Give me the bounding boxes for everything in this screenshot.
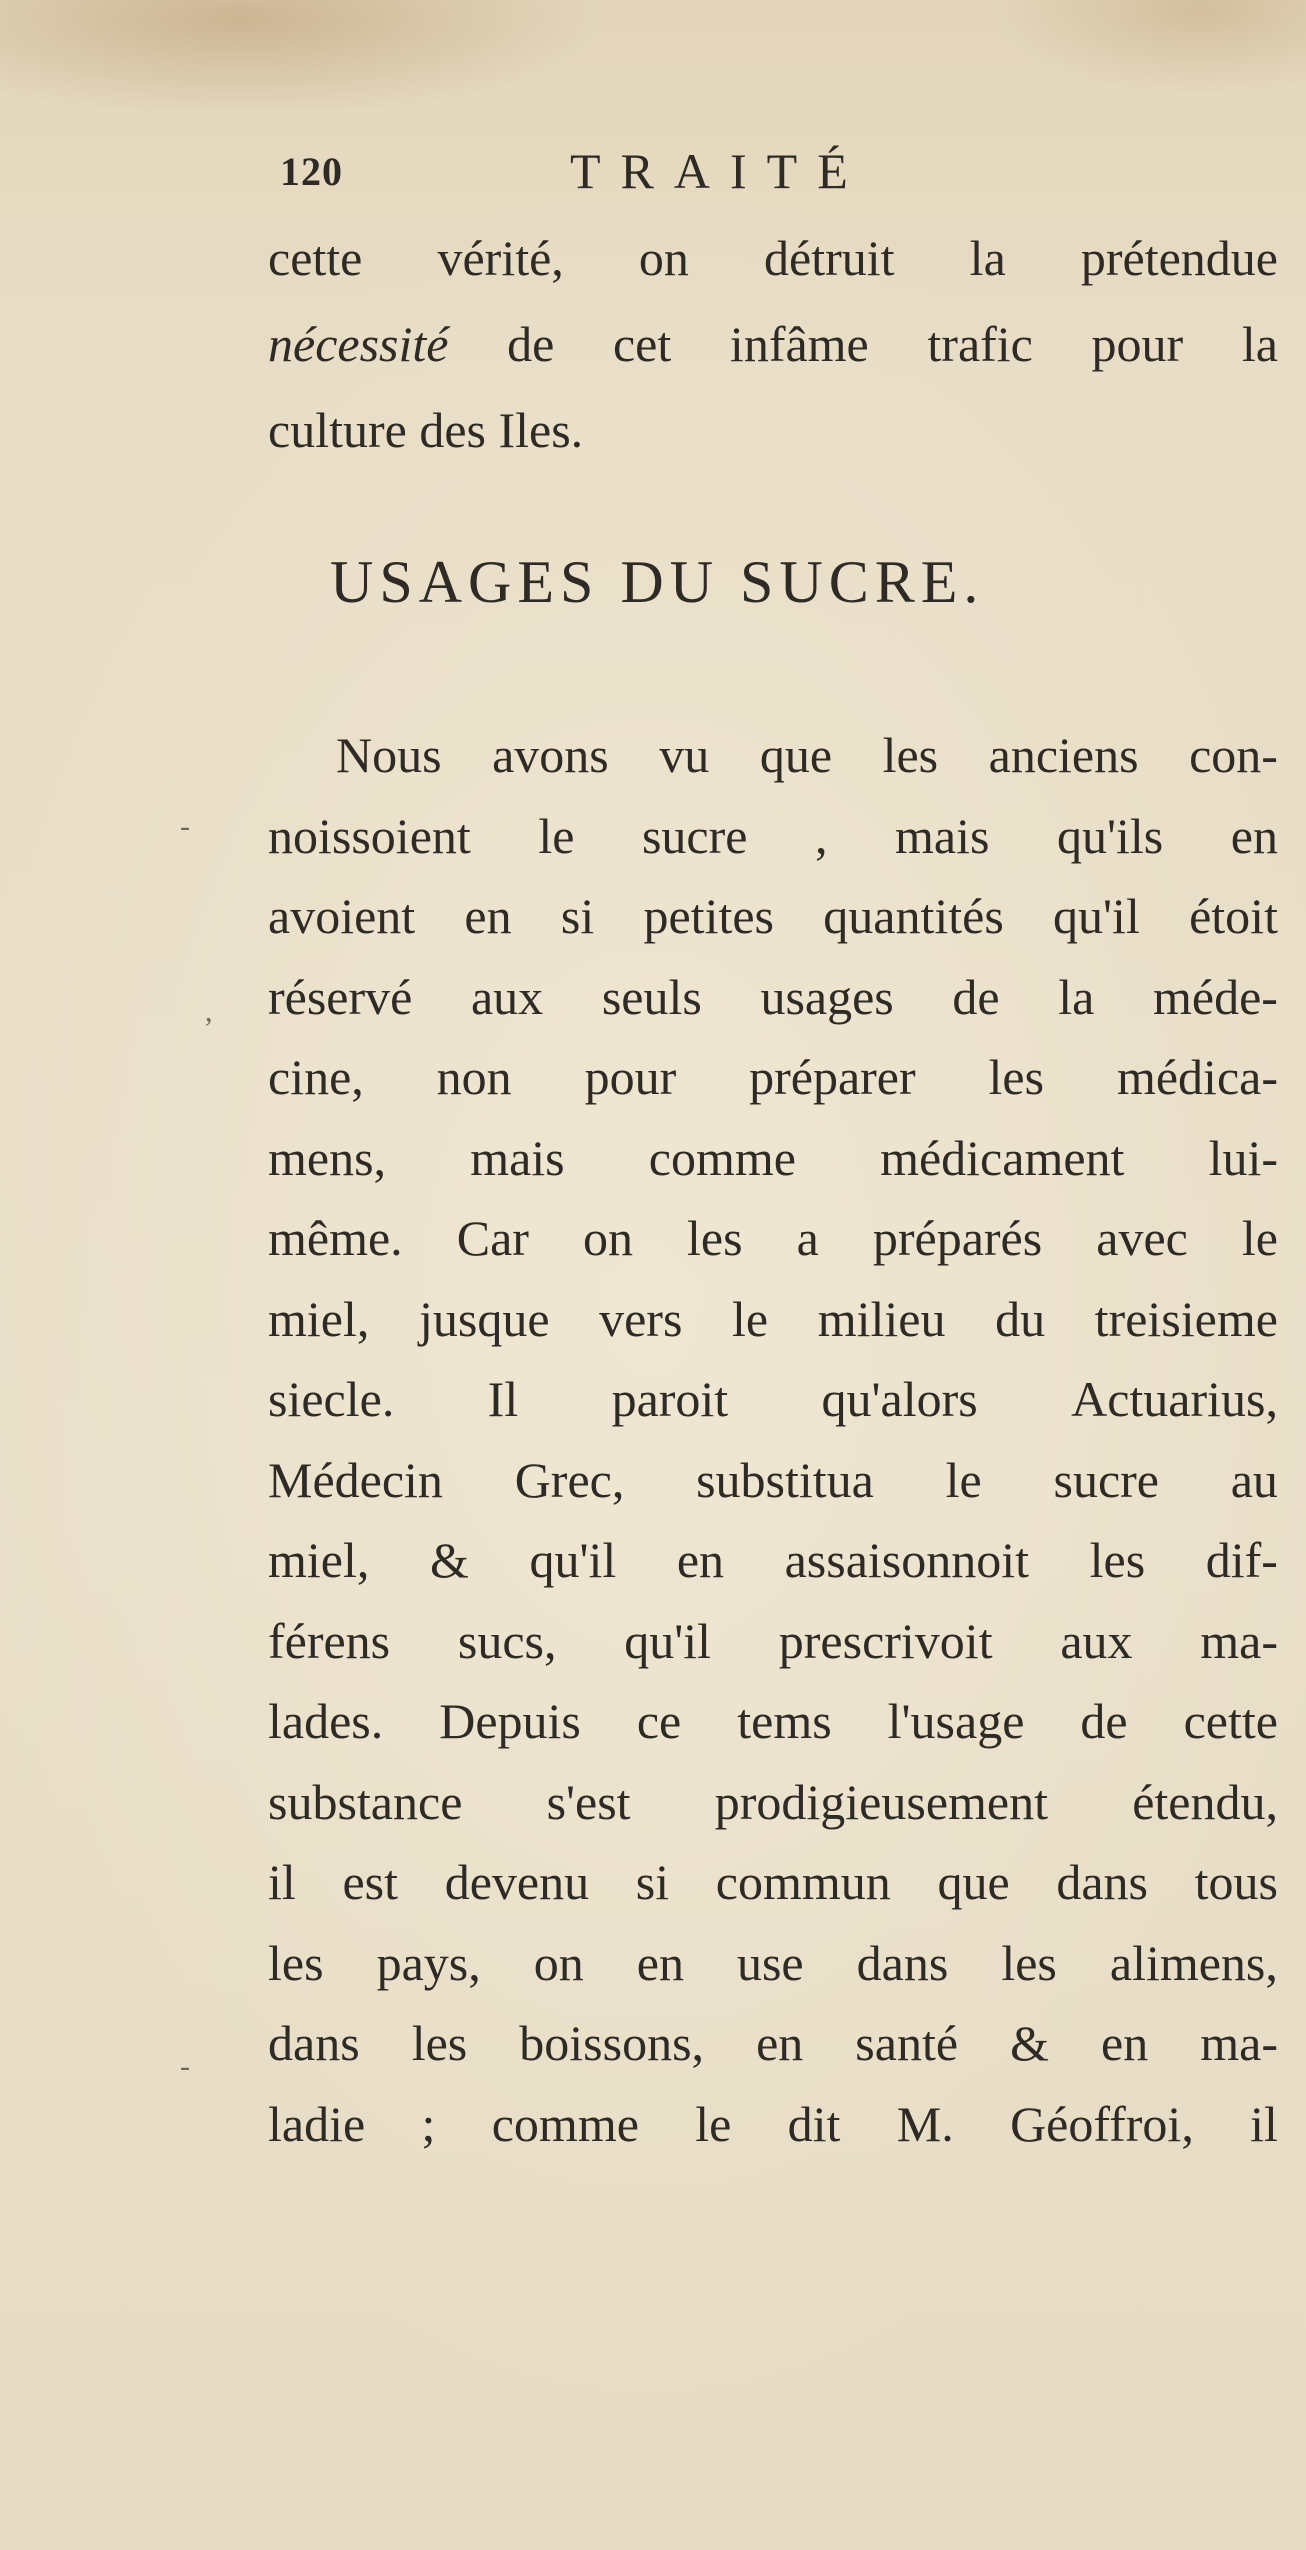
word: vérité, <box>437 230 564 286</box>
intro-paragraph <box>268 215 1278 473</box>
word: qu'alors <box>821 1371 978 1427</box>
word: l'usage <box>887 1693 1025 1749</box>
word: en <box>676 1532 725 1588</box>
word: la <box>1241 316 1278 372</box>
word: les <box>882 727 939 783</box>
word: cine, <box>268 1049 364 1105</box>
word: & <box>1010 2015 1049 2071</box>
word: substance <box>268 1773 463 1830</box>
word: au <box>1230 1451 1278 1508</box>
text-line <box>268 715 1278 796</box>
word: pour <box>1091 316 1184 372</box>
word: & <box>429 1532 469 1588</box>
word: s'est <box>546 1773 631 1830</box>
text-line <box>268 1762 1278 1843</box>
text-line <box>268 1359 1278 1440</box>
margin-mark: - <box>180 810 190 843</box>
word: aux <box>470 968 544 1025</box>
word: il <box>268 1854 296 1910</box>
word: les <box>268 1934 324 1991</box>
word: le <box>538 807 575 864</box>
word: petites <box>643 888 775 944</box>
word: cette <box>1183 1693 1278 1749</box>
word: qu'il <box>1053 888 1140 944</box>
word: les <box>1089 1532 1146 1588</box>
word: dit <box>787 2095 841 2152</box>
italic-word: nécessité <box>268 316 449 372</box>
word: le <box>732 1290 769 1347</box>
text-line <box>268 876 1278 957</box>
word: que <box>937 1854 1010 1910</box>
word: avons <box>492 727 609 783</box>
text-line <box>268 1681 1278 1762</box>
word: méde- <box>1153 968 1278 1025</box>
text-line <box>268 215 1278 301</box>
word: non <box>436 1049 512 1105</box>
word: tems <box>737 1693 832 1749</box>
word: santé <box>855 2015 959 2071</box>
word: prescrivoit <box>778 1612 993 1669</box>
word: cet <box>612 316 672 372</box>
word: on <box>533 1934 584 1991</box>
word: dans <box>268 2015 360 2071</box>
word: détruit <box>764 230 895 286</box>
word: les <box>687 1210 743 1266</box>
word: pays, <box>376 1934 481 1991</box>
word: qu'il <box>529 1532 617 1588</box>
word: Depuis <box>439 1693 581 1749</box>
word: on <box>582 1210 633 1266</box>
word: de <box>1080 1693 1128 1749</box>
word: dif- <box>1205 1532 1278 1588</box>
word: des <box>419 402 486 458</box>
word: sucs, <box>457 1612 557 1669</box>
text-line <box>268 1601 1278 1682</box>
word: si <box>560 888 595 944</box>
word: Nous <box>336 727 442 783</box>
word: tous <box>1194 1854 1278 1910</box>
word: commun <box>715 1854 891 1910</box>
word: Il <box>487 1371 519 1427</box>
word: usages <box>760 968 894 1025</box>
word: , <box>814 807 828 864</box>
word: trafic <box>927 316 1033 372</box>
word: férens <box>268 1612 391 1669</box>
word: étoit <box>1189 888 1278 944</box>
word: les <box>1001 1934 1057 1991</box>
text-line <box>268 1440 1278 1521</box>
body-paragraph <box>268 715 1278 2164</box>
word: ; <box>421 2095 436 2152</box>
word: use <box>736 1934 804 1991</box>
word: qu'il <box>624 1612 712 1669</box>
text-line <box>268 1923 1278 2004</box>
word: dans <box>1056 1854 1148 1910</box>
word: a <box>796 1210 819 1266</box>
text-line <box>268 301 1278 387</box>
word: la <box>1058 968 1095 1025</box>
word: même. <box>268 1210 403 1266</box>
word: anciens <box>988 727 1139 783</box>
word: miel, <box>268 1290 370 1347</box>
word: con- <box>1189 727 1278 783</box>
word: avoient <box>268 888 416 944</box>
word: ce <box>636 1693 682 1749</box>
word: préparés <box>872 1210 1043 1266</box>
text-line <box>268 957 1278 1038</box>
word: de <box>952 968 1000 1025</box>
word: en <box>756 2015 804 2071</box>
word: Iles. <box>498 402 584 458</box>
word: si <box>635 1854 670 1910</box>
text-line <box>268 387 1278 473</box>
word: substitua <box>696 1451 874 1508</box>
word: avec <box>1096 1210 1188 1266</box>
text-line <box>268 1198 1278 1279</box>
word: Actuarius, <box>1071 1371 1278 1427</box>
word: infâme <box>729 316 869 372</box>
word: dans <box>856 1934 949 1991</box>
word: mens, <box>268 1129 387 1186</box>
text-line <box>268 1037 1278 1118</box>
text-line <box>268 2084 1278 2165</box>
word: le <box>695 2095 732 2152</box>
word: cette <box>268 230 363 286</box>
word: prétendue <box>1080 230 1278 286</box>
running-head: TRAITÉ <box>570 143 868 199</box>
word: mais <box>895 807 990 864</box>
word: culture <box>268 402 407 458</box>
word: est <box>342 1854 399 1910</box>
word: jusque <box>418 1290 550 1347</box>
word: qu'ils <box>1056 807 1164 864</box>
word: miel, <box>268 1532 370 1588</box>
word: médicament <box>880 1129 1125 1186</box>
word: assaisonnoit <box>784 1532 1030 1588</box>
word: mais <box>470 1129 565 1186</box>
word: boissons, <box>519 2015 705 2071</box>
text-line <box>268 796 1278 877</box>
text-line <box>268 1842 1278 1923</box>
word: ma- <box>1200 1612 1278 1669</box>
word: médica- <box>1116 1049 1278 1105</box>
word: les <box>411 2015 468 2071</box>
word: vers <box>599 1290 683 1347</box>
margin-mark: , <box>205 995 213 1028</box>
word: aux <box>1060 1612 1133 1669</box>
word: treisieme <box>1094 1290 1278 1347</box>
page-header <box>280 143 1200 208</box>
word: sucre <box>641 807 748 864</box>
word: ma- <box>1200 2015 1278 2071</box>
word: alimens, <box>1109 1934 1278 1991</box>
word: en <box>636 1934 684 1991</box>
word: M. <box>896 2095 954 2152</box>
word: vu <box>659 727 710 783</box>
word: quantités <box>823 888 1004 944</box>
word: Médecin <box>268 1451 443 1508</box>
word: devenu <box>444 1854 590 1910</box>
page-number: 120 <box>280 149 343 194</box>
word: Géoffroi, <box>1010 2095 1194 2152</box>
word: de <box>507 316 555 372</box>
word: la <box>969 230 1006 286</box>
word: seuls <box>601 968 702 1025</box>
word: Grec, <box>514 1451 625 1508</box>
word: que <box>759 727 833 783</box>
word: en <box>1230 807 1278 864</box>
word: le <box>945 1451 982 1508</box>
word: préparer <box>749 1049 916 1105</box>
word: comme <box>491 2095 639 2152</box>
text-line <box>268 1279 1278 1360</box>
word: milieu <box>817 1290 946 1347</box>
text-line <box>268 1520 1278 1601</box>
word: en <box>1101 2015 1149 2071</box>
word: comme <box>648 1129 796 1186</box>
word: noissoient <box>268 807 471 864</box>
word: le <box>1241 1210 1278 1266</box>
word: siecle. <box>268 1371 395 1427</box>
word: ladie <box>268 2095 366 2152</box>
word: étendu, <box>1132 1773 1278 1830</box>
word: on <box>638 230 689 286</box>
word: du <box>995 1290 1046 1347</box>
word: lades. <box>268 1693 384 1749</box>
word: lui- <box>1208 1129 1278 1186</box>
margin-mark: - <box>180 2050 190 2083</box>
word: sucre <box>1053 1451 1159 1508</box>
text-line <box>268 2003 1278 2084</box>
word: prodigieusement <box>714 1773 1049 1830</box>
word: il <box>1250 2095 1278 2152</box>
word: les <box>988 1049 1045 1105</box>
word: paroit <box>611 1371 729 1427</box>
word: pour <box>584 1049 677 1105</box>
word: réservé <box>268 968 413 1025</box>
word: en <box>464 888 512 944</box>
text-line <box>268 1118 1278 1199</box>
section-heading: USAGES DU SUCRE. <box>330 549 985 615</box>
word: Car <box>456 1210 529 1266</box>
